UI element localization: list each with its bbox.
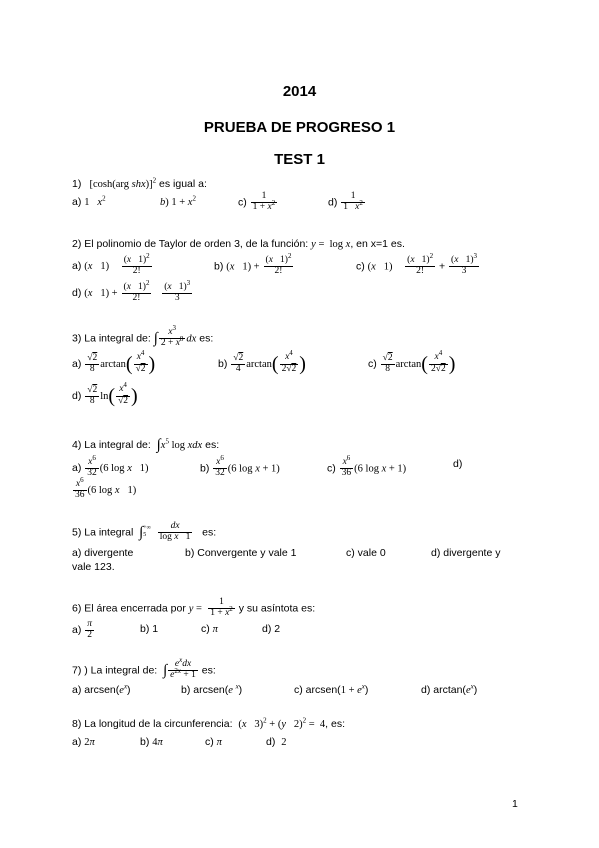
question-1: 1) [cosh(arg shx)]$^2$ es igual a: bbox=[72, 176, 207, 190]
q1-options bbox=[72, 191, 363, 213]
question-7: 7) ) La integral de: ∫ $\frac{e^xdx}{e^{2x} + 1}$ es: bbox=[72, 656, 216, 681]
q6-options bbox=[72, 619, 281, 641]
question-4: 4) La integral de: $\int x^5$ log xdx es: bbox=[72, 437, 220, 453]
q2-options-row2 bbox=[72, 279, 193, 304]
q1-option-d: d) $\frac{1}{1 x^2}$ bbox=[328, 191, 363, 213]
q1-option-a: a) 1 $x^2$ bbox=[72, 194, 106, 208]
q5-option-c: c) vale 0 bbox=[346, 547, 386, 559]
q2-options-row1 bbox=[72, 252, 477, 277]
q2-function: y = log x bbox=[311, 239, 351, 250]
q7-options bbox=[72, 682, 478, 698]
q4-option-b: b) $\frac{x^6}{32}$ (6 log x + 1) bbox=[200, 454, 280, 479]
q5-option-d: d) divergente y bbox=[431, 547, 501, 559]
test-title: TEST 1 bbox=[274, 151, 325, 168]
q4-option-d-label: d) bbox=[453, 458, 463, 470]
q8-option-a: a) 2π bbox=[72, 736, 95, 748]
q8-option-d: d) 2 bbox=[266, 736, 287, 748]
q1-expression: [cosh(arg shx)]$^2$ bbox=[89, 176, 157, 190]
q5-options bbox=[72, 547, 501, 560]
q7-option-b: b) arcsen(e $^x$) bbox=[181, 682, 243, 696]
q3-option-b: b) $\frac{√2}{4}$ arctan( $\frac{x^4}{2√2}$ ) bbox=[218, 349, 306, 375]
q3-options-row1 bbox=[72, 349, 456, 376]
q4-option-c: c) $\frac{x^6}{36}$ (6 log x + 1) bbox=[327, 454, 407, 479]
question-8: 8) La longitud de la circunferencia: (x 3)$^2$ + (y 2)$^2$ = 4, es: bbox=[72, 716, 346, 730]
question-5: 5) La integral ∫+∞ 5 $\frac{dx}{\text{log x 1}}$ es: bbox=[72, 521, 217, 542]
q4-option-d: $\frac{x^6}{36}$ (6 log x 1) bbox=[75, 476, 137, 501]
q3-option-c: c) $\frac{√2}{8}$ arctan( $\frac{x^4}{2√2}$ ) bbox=[368, 349, 456, 375]
q5-option-a: a) divergente bbox=[72, 547, 134, 559]
question-2: 2) El polinomio de Taylor de orden 3, de la función: y = log x, en x=1 es. bbox=[72, 238, 405, 250]
q5-option-d-cont: vale 123. bbox=[72, 561, 115, 573]
q1-option-b: b) $1 + x^2$ bbox=[160, 194, 196, 208]
q4-options-row2 bbox=[72, 476, 137, 501]
q3-option-a: a) $\frac{√2}{8}$ arctan( $\frac{x^4}{√2}$ ) bbox=[72, 349, 156, 375]
q7-option-c: c) arcsen(1 + $e^x$) bbox=[294, 682, 369, 696]
q1-option-c: c) $\frac{1}{1 + x^2}$ bbox=[238, 191, 276, 213]
q3-options-row2 bbox=[72, 381, 138, 408]
q6-option-d: d) 2 bbox=[262, 623, 281, 635]
q7-option-d: d) $\arctan(e^x)$ bbox=[421, 682, 478, 696]
q8-option-b: b) 4π bbox=[140, 736, 163, 748]
q8-options bbox=[72, 736, 287, 750]
q4-option-a: a) $\frac{x^6}{32}$ (6 log x 1) bbox=[72, 454, 149, 479]
q6-option-a: a) $\frac{\pi}{2}$ bbox=[72, 619, 93, 640]
q6-option-c: c) π bbox=[201, 623, 218, 635]
q7-option-a: a) $arcsen(e^x)$ bbox=[72, 682, 131, 696]
q2-option-d: d) (x 1) + $\frac{(x 1)^2}{2!}$ $\frac{(x 1)^3}{3}$ bbox=[72, 279, 191, 304]
q2-option-b: b) (x 1) + $\frac{(x 1)^2}{2!}$ bbox=[214, 252, 292, 277]
q2-option-c: c) (x 1) $\frac{(x 1)^2}{2!}$ + $\frac{(x 1)^3}{3}$ bbox=[356, 252, 477, 277]
q5-option-b: b) Convergente y vale 1 bbox=[185, 547, 297, 559]
question-3: 3) La integral de: ∫ $\frac{x^3}{2 + x^8}$ dx es: bbox=[72, 324, 214, 349]
year-heading: 2014 bbox=[282, 83, 317, 100]
question-6: 6) El área encerrada por y = $\frac{1}{1 + x^2}$ y su asíntota es: bbox=[72, 597, 316, 619]
q2-option-a: a) (x 1) $\frac{(x 1)^2}{2!}$ bbox=[72, 252, 150, 277]
q8-option-c: c) π bbox=[205, 736, 222, 748]
exam-title: PRUEBA DE PROGRESO 1 bbox=[203, 119, 396, 136]
page-number: 1 bbox=[512, 798, 518, 810]
q3-option-d: d) $\frac{√2}{8}$ ln( $\frac{x^4}{√2}$ ) bbox=[72, 381, 138, 407]
q6-option-b: b) 1 bbox=[140, 623, 159, 635]
